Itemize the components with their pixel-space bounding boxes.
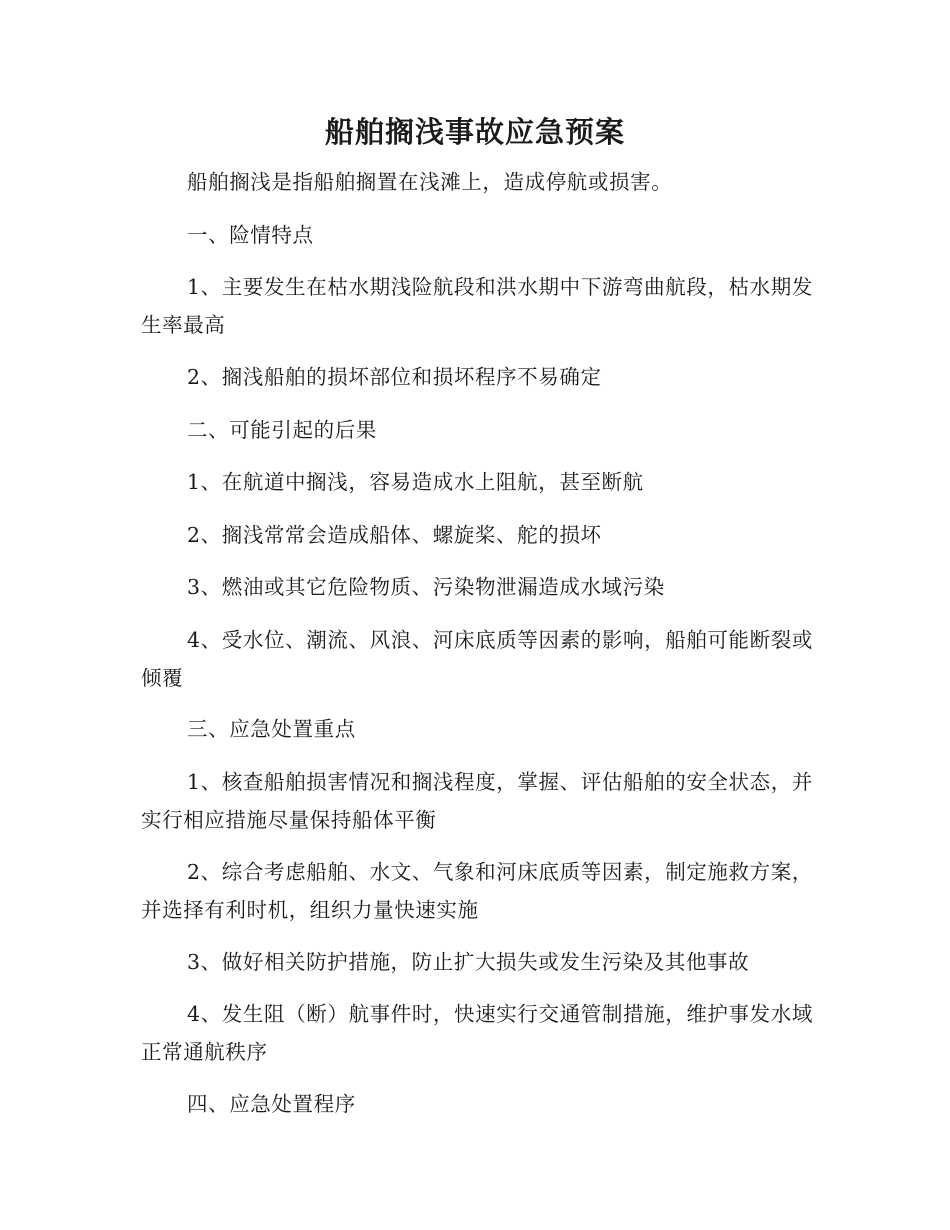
heading-section-1: 一、险情特点 [187, 223, 314, 247]
paragraph-2-2: 2、搁浅常常会造成船体、螺旋桨、舵的损坏 [187, 523, 602, 547]
paragraph-3-1: 1、核查船舶损害情况和搁浅程度，掌握、评估船舶的安全状态，并实行相应措施尽量保持船体平衡 [141, 770, 813, 832]
paragraph-3-2: 2、综合考虑船舶、水文、气象和河床底质等因素，制定施救方案，并选择有利时机，组织力量快速实施 [141, 860, 813, 922]
heading-section-3: 三、应急处置重点 [187, 717, 356, 741]
document-title: 船舶搁浅事故应急预案 [324, 115, 625, 149]
heading-section-4: 四、应急处置程序 [187, 1092, 356, 1116]
heading-section-2: 二、可能引起的后果 [187, 418, 377, 442]
paragraph-1-1: 1、主要发生在枯水期浅险航段和洪水期中下游弯曲航段，枯水期发生率最高 [141, 275, 813, 337]
paragraph-2-3: 3、燃油或其它危险物质、污染物泄漏造成水域污染 [187, 575, 665, 599]
paragraph-3-3: 3、做好相关防护措施，防止扩大损失或发生污染及其他事故 [187, 950, 750, 974]
paragraph-2-1: 1、在航道中搁浅，容易造成水上阻航，甚至断航 [187, 470, 644, 494]
paragraph-3-4: 4、发生阻（断）航事件时，快速实行交通管制措施，维护事发水域正常通航秩序 [141, 1002, 813, 1064]
paragraph-1-2: 2、搁浅船舶的损坏部位和损坏程序不易确定 [187, 365, 602, 389]
paragraph-intro: 船舶搁浅是指船舶搁置在浅滩上，造成停航或损害。 [187, 170, 673, 194]
paragraph-2-4: 4、受水位、潮流、风浪、河床底质等因素的影响，船舶可能断裂或倾覆 [141, 628, 813, 690]
